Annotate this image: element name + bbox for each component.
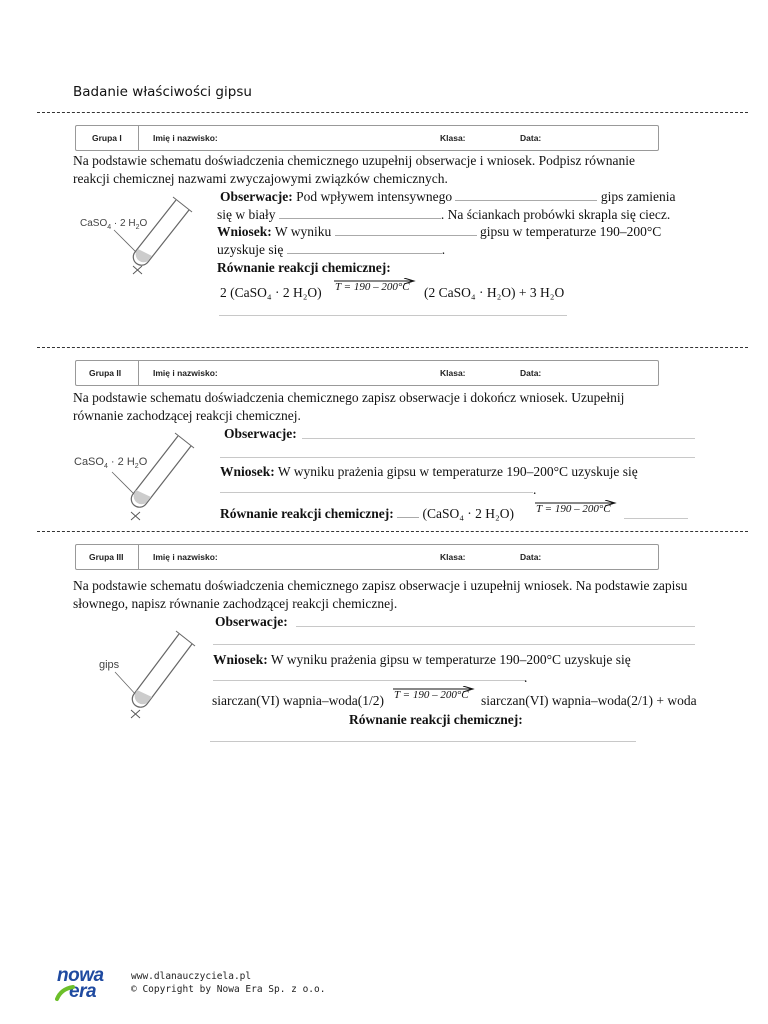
answer-line[interactable] [219, 315, 567, 316]
group1-header [75, 125, 659, 151]
group1-observations: Obserwacje: Pod wpływem intensywnego gips zamienia się w biały . Na ściankach probówki skrapla się ciecz. [217, 189, 676, 222]
coefficient-blank[interactable] [397, 505, 419, 518]
answer-line[interactable] [302, 438, 695, 439]
name-label: Imię i nazwisko: [153, 133, 218, 143]
group2-header [75, 360, 659, 386]
obs-blank-2[interactable] [279, 206, 441, 219]
group2-intro: Na podstawie schematu doświadczenia chemicznego zapisz obserwacje i dokończ wniosek. Uzupełnij równanie zachodzącej reakcji chemicznej. [73, 390, 625, 423]
group-label: Grupa II [89, 368, 122, 378]
answer-line[interactable] [624, 518, 688, 519]
date-label: Data: [520, 133, 542, 143]
group3-intro: Na podstawie schematu doświadczenia chemicznego zapisz obserwacje i uzupełnij wniosek. Na podstawie zapisu słownego, napisz równanie zachodzącej reakcji chemicznej. [73, 578, 688, 611]
test-tube-label: gips [99, 659, 120, 671]
class-label: Klasa: [440, 552, 466, 562]
wniosek-blank-1[interactable] [335, 223, 477, 236]
date-label: Data: [520, 552, 542, 562]
section-divider [37, 347, 748, 348]
wniosek-blank-2[interactable] [287, 241, 442, 254]
section-divider [37, 531, 748, 532]
group3-equation-label: Równanie reakcji chemicznej: [349, 712, 523, 727]
group3-obs-label: Obserwacje: [215, 614, 288, 629]
group3-test-tube-diagram [95, 628, 205, 722]
group3-header [75, 544, 659, 570]
answer-line[interactable] [296, 626, 695, 627]
logo-swoosh-icon [55, 983, 85, 1003]
group1-test-tube-diagram [76, 192, 206, 278]
equation-label: Równanie reakcji chemicznej: [220, 506, 394, 521]
wniosek-label: Wniosek: [213, 652, 268, 667]
answer-line[interactable] [220, 457, 695, 458]
test-tube-icon [72, 428, 202, 522]
date-label: Data: [520, 368, 542, 378]
name-label: Imię i nazwisko: [153, 368, 218, 378]
class-label: Klasa: [440, 368, 466, 378]
group2-test-tube-diagram [72, 428, 202, 522]
answer-line[interactable] [213, 644, 695, 645]
group1-equation-right: (2 CaSO₄ · H₂O) + 3 H₂O [424, 285, 565, 300]
group3-word-equation-left: siarczan(VI) wapnia–woda(1/2) [212, 693, 385, 708]
test-tube-icon [95, 628, 205, 722]
section-divider [37, 112, 748, 113]
class-label: Klasa: [440, 133, 466, 143]
obs-label: Obserwacje: [220, 189, 293, 204]
test-tube-label: CaSO$_4$ · 2 $H_2O$ [74, 456, 148, 471]
wniosek-label: Wniosek: [217, 224, 272, 239]
group-label: Grupa I [92, 133, 122, 143]
answer-line[interactable] [213, 680, 526, 681]
footer-copyright: © Copyright by Nowa Era Sp. z o.o. [131, 984, 326, 995]
page-title: Badanie właściwości gipsu [73, 84, 252, 100]
test-tube-label: CaSO$_4$ · 2 $H_2O$ [80, 218, 148, 231]
nowa-era-logo: nowa era [57, 965, 104, 1002]
footer-text [131, 970, 325, 996]
group-label: Grupa III [89, 552, 124, 562]
group3-conclusion: Wniosek: W wyniku prażenia gipsu w temperaturze 190–200°C uzyskuje się [213, 652, 631, 667]
wniosek-label: Wniosek: [220, 464, 275, 479]
group3-word-equation-right: siarczan(VI) wapnia–woda(2/1) + woda [481, 693, 697, 708]
answer-line[interactable] [220, 492, 533, 493]
test-tube-icon [76, 192, 206, 278]
group2-obs-label: Obserwacje: [224, 426, 297, 441]
group1-equation-label: Równanie reakcji chemicznej: [217, 260, 391, 275]
answer-line[interactable] [210, 741, 636, 742]
group1-equation: 2 (CaSO₄ · 2 H₂O) [220, 285, 322, 300]
name-label: Imię i nazwisko: [153, 552, 218, 562]
group1-conclusion: Wniosek: W wyniku gipsu w temperaturze 190–200°C uzyskuje się . [217, 224, 662, 257]
group2-conclusion: Wniosek: W wyniku prażenia gipsu w temperaturze 190–200°C uzyskuje się [220, 464, 638, 479]
group2-equation: Równanie reakcji chemicznej: (CaSO₄ · 2 H₂O) [220, 506, 514, 521]
group1-intro: Na podstawie schematu doświadczenia chemicznego uzupełnij obserwacje i wniosek. Podpisz równanie reakcji chemicznej nazwami zwyczajowymi związków chemicznych. [73, 153, 635, 186]
obs-blank-1[interactable] [455, 188, 597, 201]
footer-website[interactable]: www.dlanauczyciela.pl [131, 971, 252, 982]
